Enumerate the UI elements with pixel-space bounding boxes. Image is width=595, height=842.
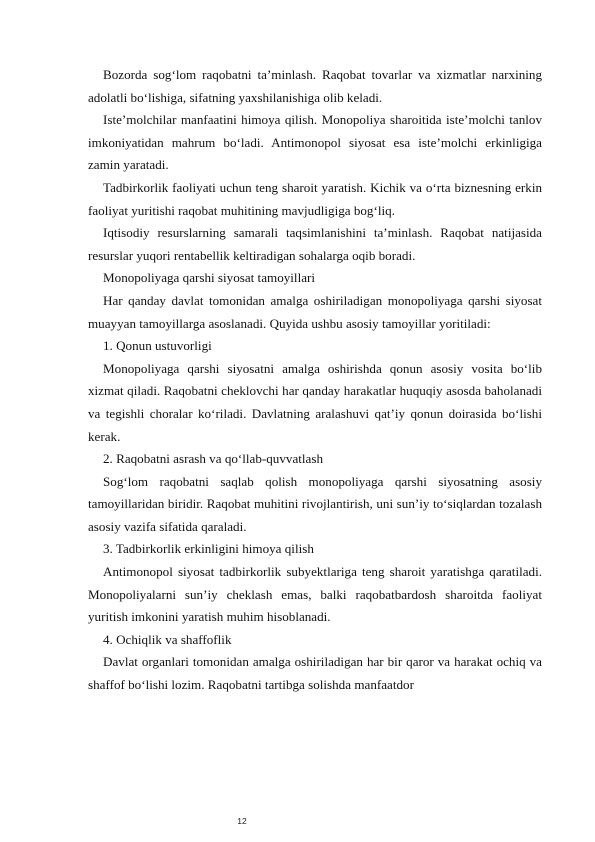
paragraph-healthy-competition: Bozorda sog‘lom raqobatni ta’minlash. Raqobat tovarlar va xizmatlar narxining adolatli bo‘lishiga, sifatning yaxshilanishiga olib keladi. bbox=[88, 67, 542, 105]
paragraph-consumer-protection: Iste’molchilar manfaatini himoya qilish. Monopoliya sharoitida iste’molchi tanlov imkoniyatidan mahrum bo‘ladi. Antimonopol siyosat esa iste’molchi erkinligiga zamin yaratadi. bbox=[88, 112, 542, 173]
paragraph-protect-competition: Sog‘lom raqobatni saqlab qolish monopoliyaga qarshi siyosatning asosiy tamoyillaridan biridir. Raqobat muhitini rivojlantirish, uni sun’iy to‘siqlardan tozalash asosiy vazifa sifatida qaraladi. bbox=[88, 473, 542, 534]
paragraph-rule-of-law: Monopoliyaga qarshi siyosatni amalga oshirishda qonun asosiy vosita bo‘lib xizmat qiladi. Raqobatni cheklovchi har qanday harakatlar huquqiy asosda baholanadi va tegishli choralar ko‘riladi. Davlatning aralashuvi qat’iy qonun doirasida bo‘lishi kerak. bbox=[88, 360, 542, 444]
paragraph-principles-intro: Har qanday davlat tomonidan amalga oshiriladigan monopoliyaga qarshi siyosat muayyan tamoyillarga asoslanadi. Quyida ushbu asosiy tamoyillar yoritiladi: bbox=[88, 292, 542, 331]
document-body bbox=[88, 64, 542, 697]
heading-entrepreneurship-freedom: 3. Tadbirkorlik erkinligini himoya qilish bbox=[103, 541, 314, 557]
heading-transparency: 4. Ochiqlik va shaffoflik bbox=[103, 631, 232, 647]
heading-protect-competition: 2. Raqobatni asrash va qo‘llab-quvvatlash bbox=[103, 451, 323, 467]
paragraph-resource-allocation: Iqtisodiy resurslarning samarali taqsimlanishini ta’minlash. Raqobat natijasida resurslar yuqori rentabellik keltiradigan sohalarga oqib boradi. bbox=[88, 225, 542, 263]
page-number: 12 bbox=[237, 816, 247, 826]
paragraph-transparency: Davlat organlari tomonidan amalga oshiriladigan har bir qaror va harakat ochiq va shaffof bo‘lishi lozim. Raqobatni tartibga solishda manfaatdor bbox=[88, 654, 542, 693]
section-heading-principles: Monopoliyaga qarshi siyosat tamoyillari bbox=[103, 270, 316, 286]
heading-rule-of-law: 1. Qonun ustuvorligi bbox=[103, 338, 212, 354]
paragraph-equal-conditions: Tadbirkorlik faoliyati uchun teng sharoit yaratish. Kichik va o‘rta biznesning erkin faoliyat yuritishi raqobat muhitining mavjudligiga bog‘liq. bbox=[88, 179, 542, 218]
paragraph-entrepreneurship-freedom: Antimonopol siyosat tadbirkorlik subyektlariga teng sharoit yaratishga qaratiladi. Monopoliyalarni sun’iy cheklash emas, balki raqobatbardosh sharoitda faoliyat yuritish imkonini yaratish muhim hisoblanadi. bbox=[88, 564, 542, 625]
